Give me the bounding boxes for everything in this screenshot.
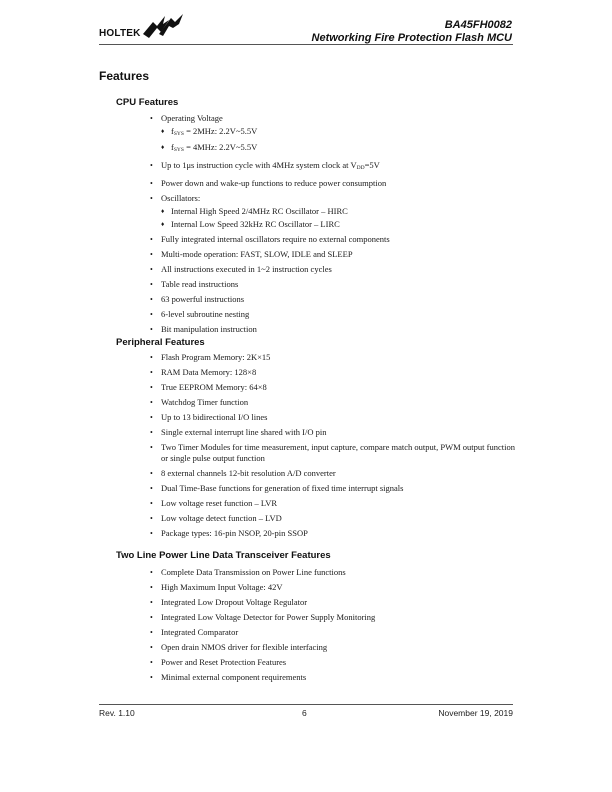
- footer-divider: [99, 704, 513, 705]
- list-item: • Two Timer Modules for time measurement, input capture, compare match output, PWM output function or single pulse output function: [150, 442, 515, 463]
- list-item: • Multi-mode operation: FAST, SLOW, IDLE and SLEEP: [150, 249, 353, 259]
- list-item: • Up to 13 bidirectional I/O lines: [150, 412, 268, 422]
- holtek-logo-text: HOLTEK: [99, 28, 141, 39]
- list-item: • Integrated Low Dropout Voltage Regulator: [150, 597, 308, 607]
- list-item: • Integrated Low Voltage Detector for Power Supply Monitoring: [150, 612, 376, 622]
- list-item: • Up to 1μs instruction cycle with 4MHz system clock at $V_{DD}=5V$: [150, 160, 380, 171]
- list-item: • Fully integrated internal oscillators require no external components: [150, 234, 390, 244]
- list-item: • High Maximum Input Voltage: 42V: [150, 582, 283, 592]
- list-item: • 63 powerful instructions: [150, 294, 245, 304]
- list-item: • 8 external channels 12-bit resolution A/D converter: [150, 468, 336, 478]
- list-item: • Bit manipulation instruction: [150, 324, 257, 334]
- cpu-features-list: [150, 113, 520, 339]
- list-item: • Open drain NMOS driver for flexible interfacing: [150, 642, 328, 652]
- list-item: • True EEPROM Memory: 64×8: [150, 382, 267, 392]
- header-divider: [99, 44, 513, 45]
- document-subtitle: Networking Fire Protection Flash MCU: [311, 32, 512, 44]
- footer-page-number: 6: [302, 708, 307, 718]
- list-item: • Watchdog Timer function: [150, 397, 249, 407]
- list-item: • RAM Data Memory: 128×8: [150, 367, 257, 377]
- list-item: • Power and Reset Protection Features: [150, 657, 287, 667]
- section-title-transceiver: Two Line Power Line Data Transceiver Features: [116, 550, 331, 561]
- list-item: • Complete Data Transmission on Power Line functions: [150, 567, 346, 577]
- operating-voltage-text: Operating Voltage: [161, 113, 223, 123]
- part-number: BA45FH0082: [444, 19, 512, 31]
- holtek-logo: [99, 12, 189, 44]
- sub-list-item: ♦ Internal High Speed 2/4MHz RC Oscillator – HIRC: [161, 206, 348, 216]
- list-item: • Flash Program Memory: 2K×15: [150, 352, 271, 362]
- list-item: • Oscillators: ♦ Internal High Speed 2/4MHz RC Oscillator – HIRC ♦ Internal Low Speed 32kHz RC Oscillator – LIRC: [150, 193, 520, 230]
- list-item: • Power down and wake-up functions to reduce power consumption: [150, 178, 387, 188]
- transceiver-features-list: [150, 567, 520, 687]
- list-item: • Package types: 16-pin NSOP, 20-pin SSOP: [150, 528, 308, 538]
- list-item: • Operating Voltage ♦ $f_{SYS} = 2MHz$: 2.2V~5.5V ♦ $f_{SYS} = 4MHz$: 2.2V~5.5V: [150, 113, 520, 156]
- list-item: • Single external interrupt line shared with I/O pin: [150, 427, 327, 437]
- list-item: • Dual Time-Base functions for generation of fixed time interrupt signals: [150, 483, 404, 493]
- list-item: • Low voltage reset function – LVR: [150, 498, 278, 508]
- footer-date: November 19, 2019: [438, 708, 513, 718]
- list-item: • Integrated Comparator: [150, 627, 239, 637]
- list-item: • All instructions executed in 1~2 instruction cycles: [150, 264, 332, 274]
- list-item: • Table read instructions: [150, 279, 239, 289]
- document-header: [312, 19, 512, 45]
- page-title: Features: [99, 69, 150, 83]
- oscillator-sublist: [161, 206, 520, 230]
- sub-list-item: ♦ $f_{SYS} = 2MHz$: 2.2V~5.5V: [161, 126, 258, 137]
- sub-list-item: ♦ Internal Low Speed 32kHz RC Oscillator – LIRC: [161, 219, 340, 229]
- peripheral-features-list: [150, 352, 520, 543]
- sub-list-item: ♦ $f_{SYS} = 4MHz$: 2.2V~5.5V: [161, 142, 258, 153]
- footer-revision: Rev. 1.10: [99, 708, 135, 718]
- section-title-cpu: CPU Features: [116, 97, 179, 108]
- voltage-sublist: [161, 126, 520, 156]
- section-title-peripheral: Peripheral Features: [116, 337, 205, 348]
- list-item: • 6-level subroutine nesting: [150, 309, 250, 319]
- list-item: • Minimal external component requirements: [150, 672, 307, 682]
- list-item: • Low voltage detect function – LVD: [150, 513, 282, 523]
